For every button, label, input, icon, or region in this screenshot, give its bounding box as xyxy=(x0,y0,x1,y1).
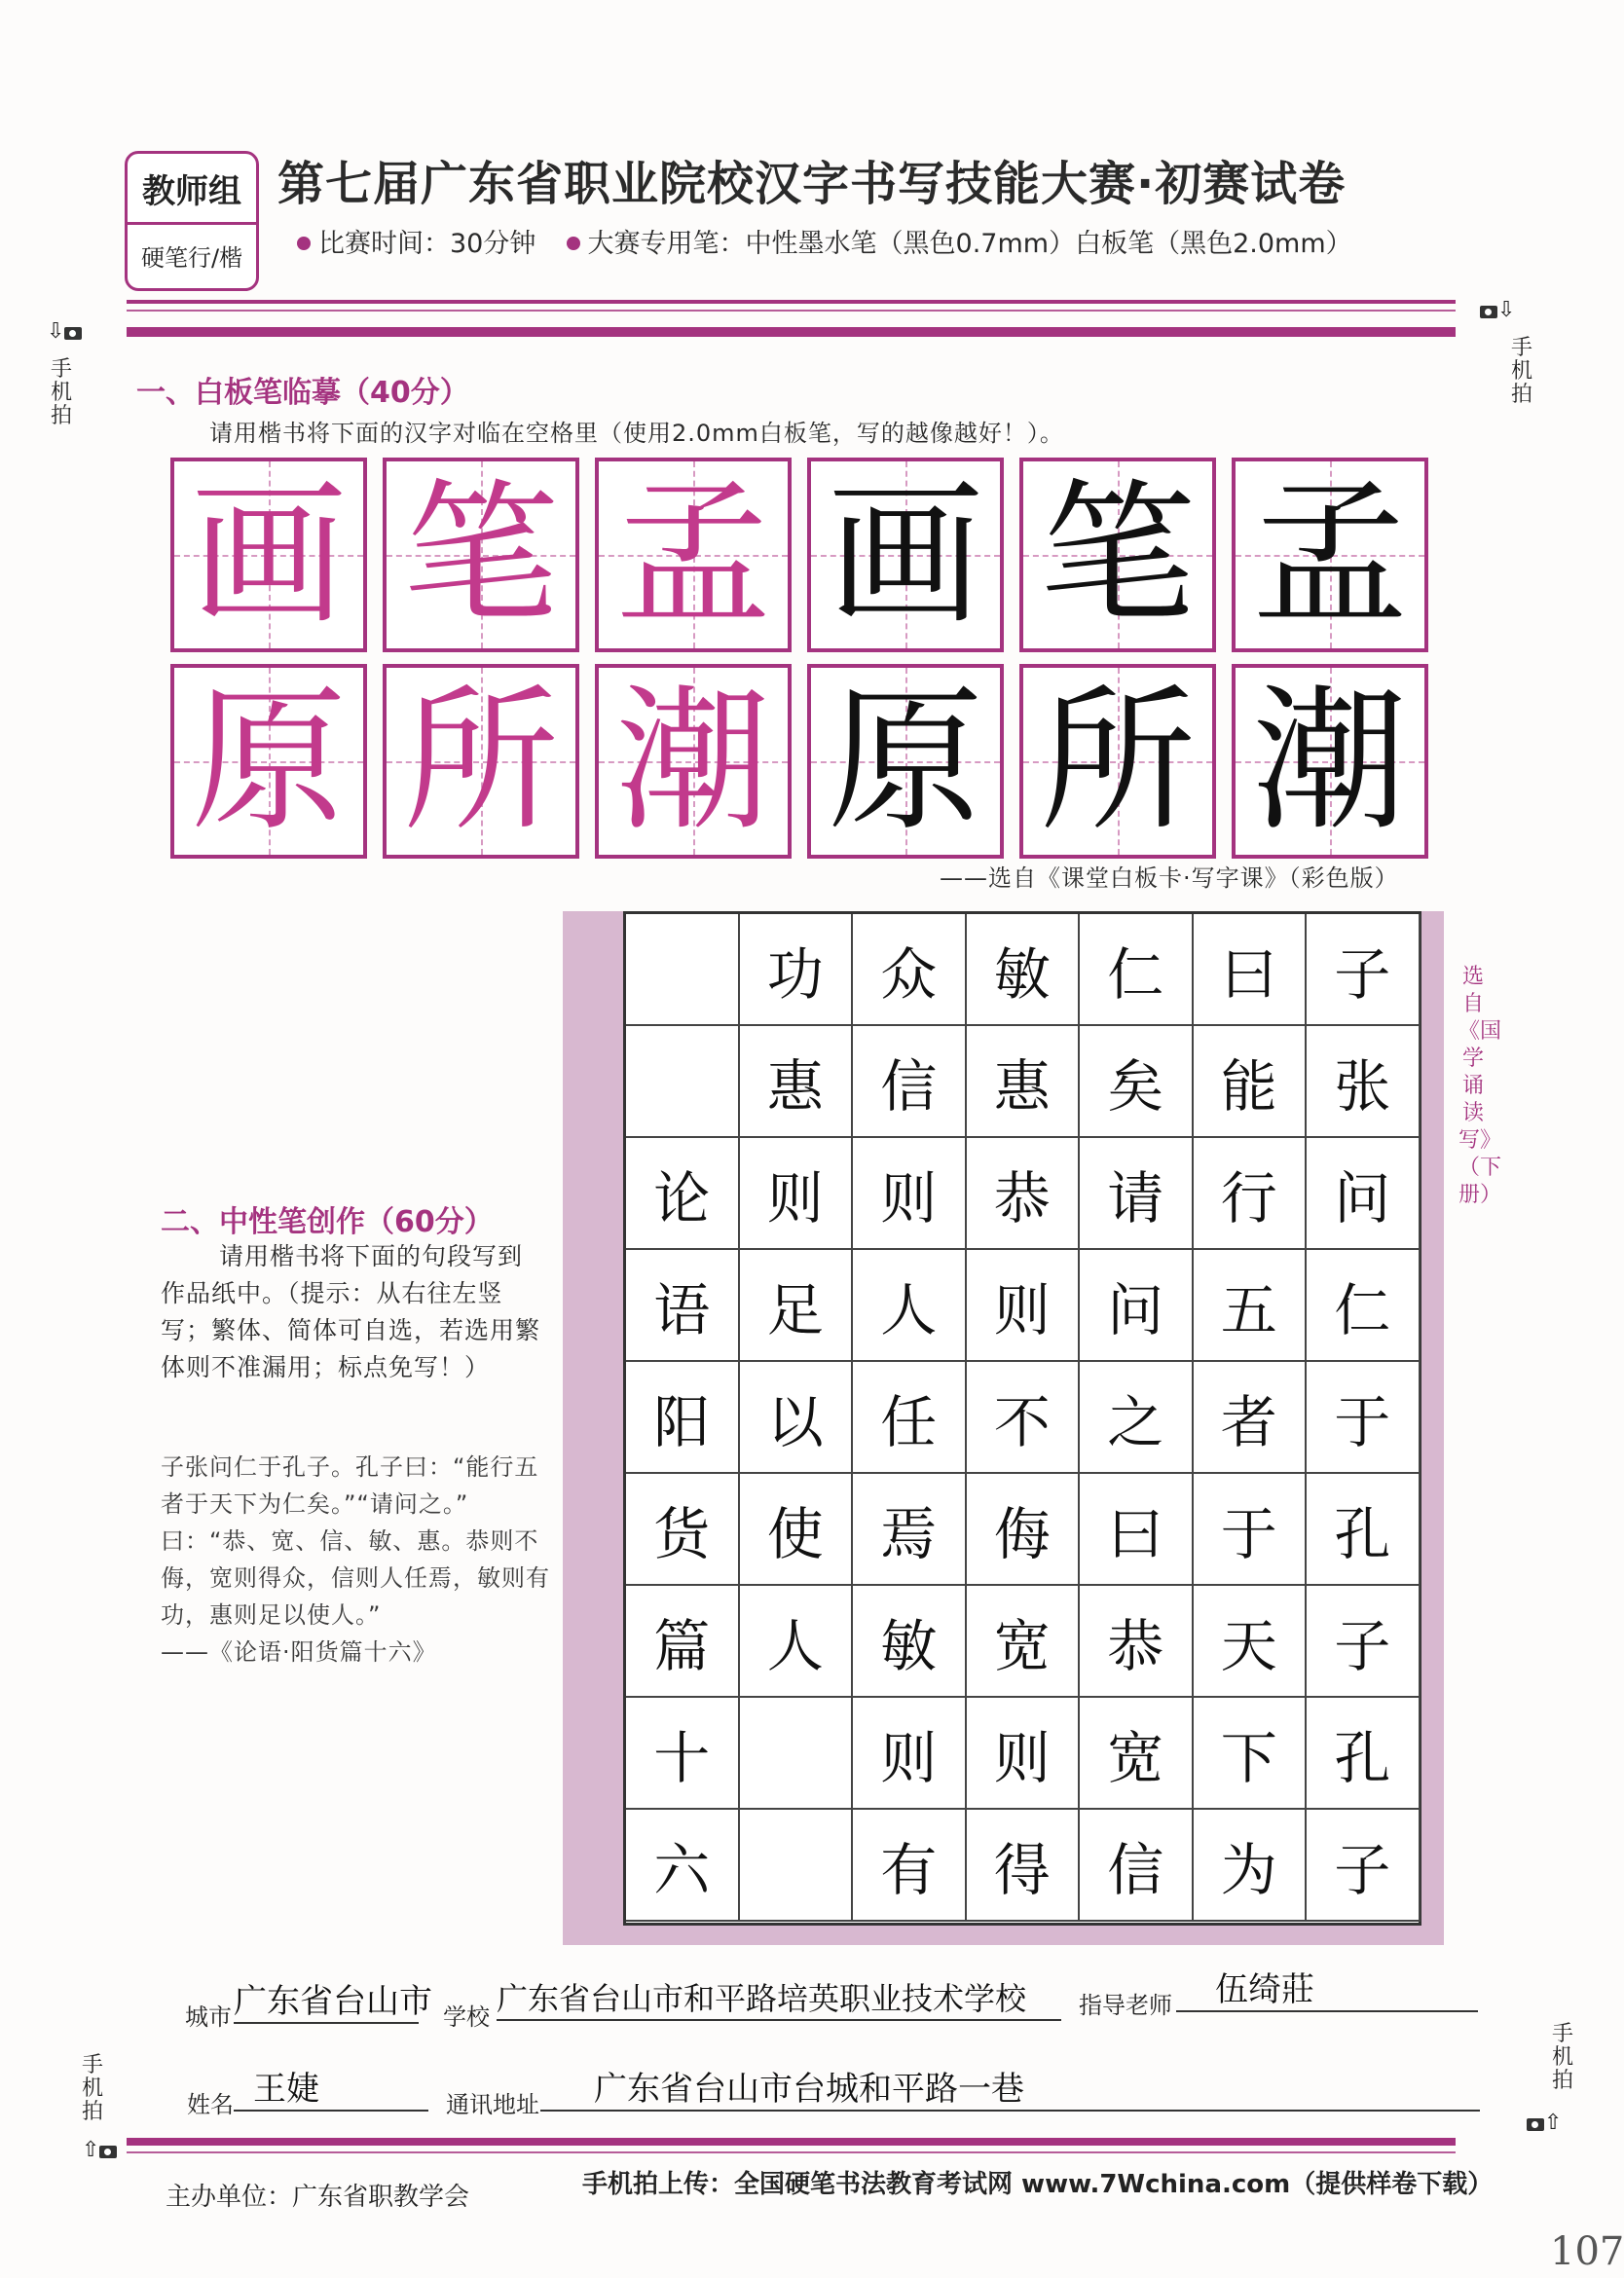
grid-cell[interactable] xyxy=(740,1698,854,1810)
side-marker-bottom-left xyxy=(82,2138,117,2162)
grid-cell[interactable] xyxy=(1080,1250,1194,1362)
grid-cell[interactable] xyxy=(740,914,854,1026)
down-arrow-icon: ⇩ xyxy=(1497,298,1516,322)
section1-instruction: 请用楷书将下面的汉字对临在空格里（使用2.0mm白板笔，写的越像越好！）。 xyxy=(209,420,1064,447)
grid-cell[interactable] xyxy=(1194,1810,1308,1922)
grid-char: 篇 xyxy=(653,1612,711,1679)
footer-organizer: 主办单位：广东省职教学会 xyxy=(166,2183,470,2212)
copy-char: 所 xyxy=(1039,670,1196,852)
grid-char: 人 xyxy=(766,1612,824,1679)
grid-cell[interactable] xyxy=(1080,914,1194,1026)
grid-char: 恭 xyxy=(993,1164,1051,1231)
grid-char: 以 xyxy=(766,1388,824,1455)
model-cell xyxy=(383,664,579,859)
address-label: 通讯地址 xyxy=(446,2091,539,2118)
grid-char: 天 xyxy=(1220,1612,1277,1679)
group-badge xyxy=(125,151,259,291)
grid-cell[interactable] xyxy=(1307,1250,1421,1362)
grid-char: 则 xyxy=(880,1724,938,1791)
grid-cell[interactable] xyxy=(626,1586,740,1698)
model-cell xyxy=(595,664,792,859)
grid-cell[interactable] xyxy=(967,914,1081,1026)
up-arrow-icon: ⇧ xyxy=(1544,2111,1563,2135)
grid-char: 问 xyxy=(1107,1276,1164,1343)
grid-cell[interactable] xyxy=(853,1138,967,1250)
grid-char: 十 xyxy=(653,1724,711,1791)
header-rule-thick xyxy=(127,300,1456,304)
grid-char: 能 xyxy=(1220,1052,1277,1120)
copy-cell[interactable] xyxy=(807,664,1004,859)
up-arrow-icon: ⇧ xyxy=(82,2138,100,2162)
grid-cell[interactable] xyxy=(853,914,967,1026)
city-label: 城市 xyxy=(185,2003,232,2031)
grid-cell[interactable] xyxy=(967,1138,1081,1250)
grid-cell[interactable] xyxy=(1194,1362,1308,1474)
grid-cell[interactable] xyxy=(967,1474,1081,1586)
grid-char: 问 xyxy=(1334,1164,1391,1231)
grid-char: 敏 xyxy=(880,1612,938,1679)
grid-cell[interactable] xyxy=(626,914,740,1026)
camera-icon xyxy=(99,2146,117,2158)
handwritten-page-mark: 107 xyxy=(1550,2229,1624,2274)
grid-cell[interactable] xyxy=(1080,1698,1194,1810)
grid-cell[interactable] xyxy=(853,1474,967,1586)
city-field[interactable]: 广东省台山市 xyxy=(234,1974,419,2024)
grid-char: 恭 xyxy=(1107,1612,1164,1679)
grid-char: 则 xyxy=(993,1724,1051,1791)
section1-heading: 一、白板笔临摹（40分） xyxy=(136,376,469,410)
side-marker-bottom-right xyxy=(1527,2111,1562,2135)
section1-source: ——选自《课堂白板卡·写字课》（彩色版） xyxy=(940,864,1399,892)
grid-cell[interactable] xyxy=(967,1810,1081,1922)
model-char: 笔 xyxy=(402,463,559,645)
grid-cell[interactable] xyxy=(1307,1138,1421,1250)
grid-char: 阳 xyxy=(653,1388,711,1455)
copy-char: 笔 xyxy=(1039,463,1196,645)
grid-cell[interactable] xyxy=(1194,1698,1308,1810)
address-field[interactable]: 广东省台山市台城和平路一巷 xyxy=(540,2062,1480,2112)
grid-char: 子 xyxy=(1334,1836,1391,1903)
grid-char: 信 xyxy=(1107,1836,1164,1903)
footer-upload-info: 手机拍上传：全国硬笔书法教育考试网 www.7Wchina.com（提供样卷下载） xyxy=(582,2170,1494,2199)
grid-cell[interactable] xyxy=(626,1698,740,1810)
grid-cell[interactable] xyxy=(1194,1026,1308,1138)
model-cell xyxy=(170,664,367,859)
grid-char: 有 xyxy=(880,1836,938,1903)
grid-cell[interactable] xyxy=(1194,1250,1308,1362)
camera-icon xyxy=(1480,306,1497,318)
grid-cell[interactable] xyxy=(1307,1026,1421,1138)
grid-cell[interactable] xyxy=(1307,1810,1421,1922)
grid-char: 惠 xyxy=(993,1052,1051,1120)
name-field[interactable]: 王婕 xyxy=(234,2062,428,2112)
grid-char: 矣 xyxy=(1107,1052,1164,1120)
grid-cell[interactable] xyxy=(967,1698,1081,1810)
grid-char: 侮 xyxy=(993,1500,1051,1567)
grid-cell[interactable] xyxy=(1194,1138,1308,1250)
group-label: 教师组 xyxy=(128,154,256,225)
exam-time: 比赛时间：30分钟 xyxy=(318,229,536,259)
copy-char: 画 xyxy=(827,463,983,645)
grid-cell[interactable] xyxy=(967,1250,1081,1362)
grid-cell[interactable] xyxy=(1307,1362,1421,1474)
copy-char: 原 xyxy=(827,670,983,852)
model-cell xyxy=(383,458,579,652)
grid-char: 论 xyxy=(653,1164,711,1231)
grid-char: 宽 xyxy=(1107,1724,1164,1791)
grid-char: 敏 xyxy=(993,940,1051,1008)
grid-cell[interactable] xyxy=(626,1362,740,1474)
grid-char: 得 xyxy=(993,1836,1051,1903)
header-rule-thin xyxy=(127,310,1456,312)
down-arrow-icon: ⇩ xyxy=(47,319,65,344)
grid-cell[interactable] xyxy=(967,1586,1081,1698)
grid-char: 为 xyxy=(1220,1836,1277,1903)
model-char: 潮 xyxy=(614,670,771,852)
grid-cell[interactable] xyxy=(853,1026,967,1138)
section2-passage xyxy=(161,1449,550,1671)
teacher-label: 指导老师 xyxy=(1079,1992,1172,2019)
exam-subinfo xyxy=(297,222,1352,260)
grid-cell[interactable] xyxy=(740,1362,854,1474)
copy-cell[interactable] xyxy=(1232,664,1428,859)
grid-char: 下 xyxy=(1220,1724,1277,1791)
grid-char: 孔 xyxy=(1334,1724,1391,1791)
side-note-top-left: 手机拍 xyxy=(50,357,72,428)
grid-char: 请 xyxy=(1107,1164,1164,1231)
grid-cell[interactable] xyxy=(626,1810,740,1922)
grid-cell[interactable] xyxy=(1194,1586,1308,1698)
grid-char: 人 xyxy=(880,1276,938,1343)
passage-text: 子张问仁于孔子。孔子曰：“能行五者于天下为仁矣。”“请问之。” 曰：“恭、宽、信、敏、惠。恭则不侮，宽则得众，信则人任焉，敏则有功，惠则足以使人。” xyxy=(161,1453,550,1629)
grid-char: 张 xyxy=(1334,1052,1391,1120)
passage-source: ——《论语·阳货篇十六》 xyxy=(161,1638,437,1666)
grid-char: 于 xyxy=(1220,1500,1277,1567)
grid-char: 语 xyxy=(653,1276,711,1343)
school-field[interactable]: 广东省台山市和平路培英职业技术学校 xyxy=(497,1974,1061,2021)
grid-char: 曰 xyxy=(1220,940,1277,1008)
side-marker-top-right xyxy=(1480,298,1515,322)
grid-char: 子 xyxy=(1334,940,1391,1008)
grid-char: 六 xyxy=(653,1836,711,1903)
grid-cell[interactable] xyxy=(740,1026,854,1138)
grid-char: 仁 xyxy=(1334,1276,1391,1343)
grid-cell[interactable] xyxy=(1080,1810,1194,1922)
grid-cell[interactable] xyxy=(1194,914,1308,1026)
grid-cell[interactable] xyxy=(740,1810,854,1922)
header-band xyxy=(127,327,1456,337)
grid-char: 信 xyxy=(880,1052,938,1120)
grid-char: 众 xyxy=(880,940,938,1008)
grid-cell[interactable] xyxy=(1307,1698,1421,1810)
work-grid[interactable] xyxy=(623,911,1421,1926)
copy-cell[interactable] xyxy=(1232,458,1428,652)
name-label: 姓名 xyxy=(187,2091,234,2118)
grid-char: 行 xyxy=(1220,1164,1277,1231)
grid-char: 者 xyxy=(1220,1388,1277,1455)
copy-cell[interactable] xyxy=(1019,664,1216,859)
grid-cell[interactable] xyxy=(967,1026,1081,1138)
bullet-icon xyxy=(297,237,311,250)
footer-band xyxy=(127,2138,1456,2146)
section2-instruction: 请用楷书将下面的句段写到作品纸中。（提示：从右往左竖写；繁体、简体可自选，若选用繁体则不准漏用；标点免写！） xyxy=(161,1242,541,1381)
grid-cell[interactable] xyxy=(1080,1586,1194,1698)
grid-char: 不 xyxy=(993,1388,1051,1455)
grid-cell[interactable] xyxy=(1307,1474,1421,1586)
grid-cell[interactable] xyxy=(853,1250,967,1362)
bullet-icon xyxy=(567,237,580,250)
school-label: 学校 xyxy=(443,2003,490,2031)
exam-title: 第七届广东省职业院校汉字书写技能大赛·初赛试卷 xyxy=(277,157,1347,211)
grid-char: 则 xyxy=(993,1276,1051,1343)
teacher-field[interactable]: 伍绮莊 xyxy=(1176,1963,1478,2012)
side-note-top-right: 手机拍 xyxy=(1510,336,1532,407)
grid-char: 曰 xyxy=(1107,1500,1164,1567)
grid-cell[interactable] xyxy=(1080,1362,1194,1474)
grid-char: 子 xyxy=(1334,1612,1391,1679)
grid-char: 货 xyxy=(653,1500,711,1567)
section2-heading: 二、中性笔创作（60分） xyxy=(161,1205,494,1239)
model-char: 孟 xyxy=(614,463,771,645)
grid-char: 仁 xyxy=(1107,940,1164,1008)
copy-cell[interactable] xyxy=(1019,458,1216,652)
category-label: 硬笔行/楷 xyxy=(140,243,243,272)
grid-cell[interactable] xyxy=(1080,1138,1194,1250)
grid-char: 宽 xyxy=(993,1612,1051,1679)
grid-cell[interactable] xyxy=(1307,1586,1421,1698)
grid-cell[interactable] xyxy=(967,1362,1081,1474)
model-cell xyxy=(170,458,367,652)
grid-char: 则 xyxy=(880,1164,938,1231)
camera-icon xyxy=(64,327,82,340)
copy-char: 潮 xyxy=(1251,670,1408,852)
grid-char: 功 xyxy=(766,940,824,1008)
grid-cell[interactable] xyxy=(626,1474,740,1586)
grid-cell[interactable] xyxy=(626,1250,740,1362)
grid-char: 于 xyxy=(1334,1388,1391,1455)
model-char: 画 xyxy=(190,463,347,645)
copy-cell[interactable] xyxy=(807,458,1004,652)
grid-char: 孔 xyxy=(1334,1500,1391,1567)
section2-vertical-source: 选自《国学诵读写》（下册） xyxy=(1458,965,1502,1207)
footer-rule-thin xyxy=(127,2151,1456,2153)
grid-cell[interactable] xyxy=(853,1810,967,1922)
grid-char: 使 xyxy=(766,1500,824,1567)
grid-char: 之 xyxy=(1107,1388,1164,1455)
side-marker-top-left xyxy=(47,319,82,344)
grid-char: 焉 xyxy=(880,1500,938,1567)
grid-cell[interactable] xyxy=(1307,914,1421,1026)
grid-cell[interactable] xyxy=(1194,1474,1308,1586)
grid-cell[interactable] xyxy=(740,1250,854,1362)
grid-char: 则 xyxy=(766,1164,824,1231)
grid-char: 五 xyxy=(1220,1276,1277,1343)
camera-icon xyxy=(1527,2118,1544,2131)
copy-char: 孟 xyxy=(1251,463,1408,645)
grid-cell[interactable] xyxy=(740,1474,854,1586)
model-char: 原 xyxy=(190,670,347,852)
grid-cell[interactable] xyxy=(1080,1026,1194,1138)
grid-cell[interactable] xyxy=(853,1586,967,1698)
side-note-bottom-left: 手机拍 xyxy=(81,2053,103,2124)
model-cell xyxy=(595,458,792,652)
grid-cell[interactable] xyxy=(740,1138,854,1250)
grid-cell[interactable] xyxy=(740,1586,854,1698)
grid-cell[interactable] xyxy=(626,1138,740,1250)
tianzige-grid xyxy=(170,458,1436,866)
grid-cell[interactable] xyxy=(853,1698,967,1810)
grid-cell[interactable] xyxy=(853,1362,967,1474)
model-char: 所 xyxy=(402,670,559,852)
grid-char: 任 xyxy=(880,1388,938,1455)
exam-pens: 大赛专用笔：中性墨水笔（黑色0.7mm）白板笔（黑色2.0mm） xyxy=(587,229,1352,259)
side-note-bottom-right: 手机拍 xyxy=(1551,2022,1573,2093)
grid-char: 足 xyxy=(766,1276,824,1343)
grid-cell[interactable] xyxy=(1080,1474,1194,1586)
grid-cell[interactable] xyxy=(626,1026,740,1138)
grid-char: 惠 xyxy=(766,1052,824,1120)
